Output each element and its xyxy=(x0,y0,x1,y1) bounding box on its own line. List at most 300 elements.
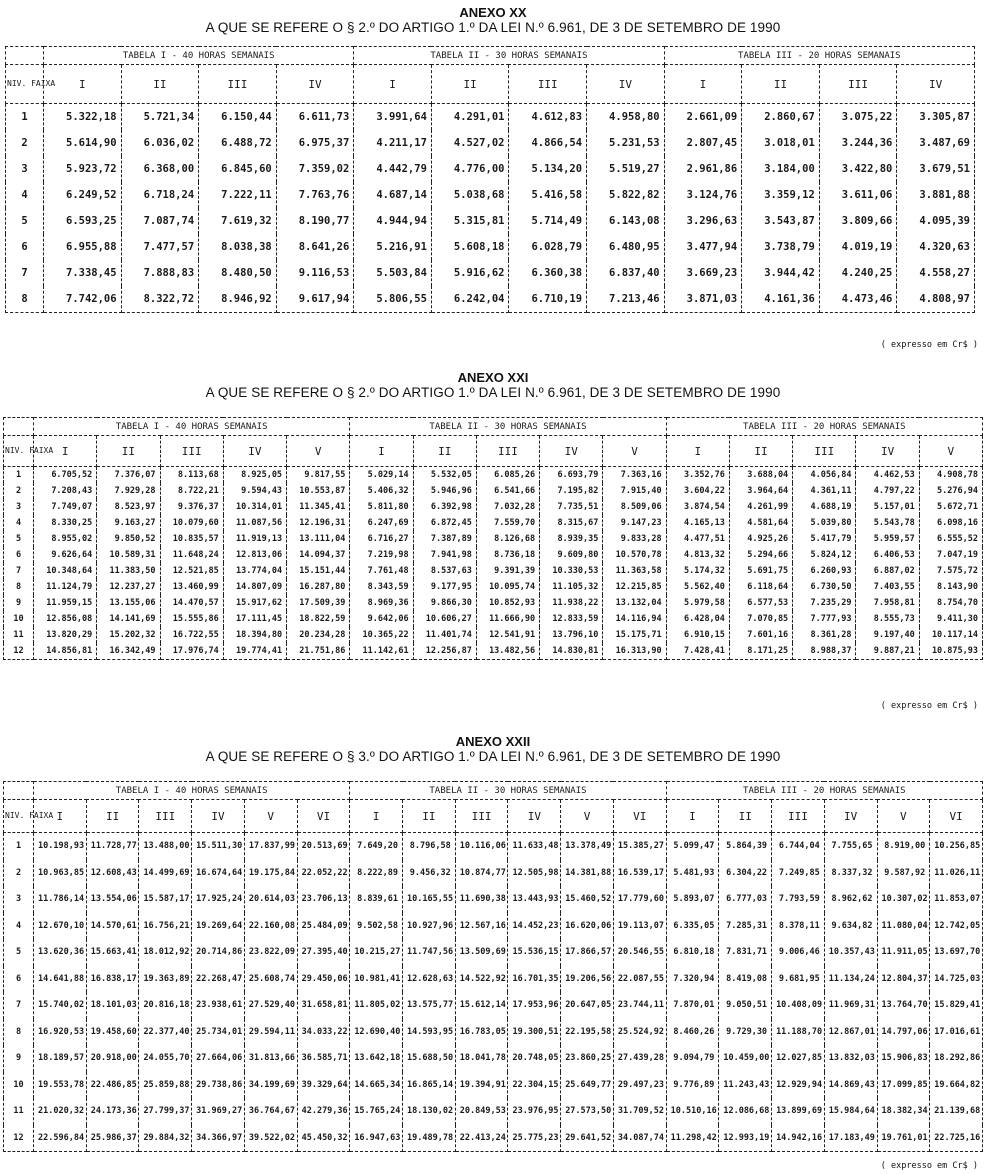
salary-value-cell: 6.744,04 xyxy=(772,833,825,860)
salary-value-cell: 12.813,06 xyxy=(223,547,286,563)
annex-subtitle: A QUE SE REFERE O § 3.º DO ARTIGO 1.º DA LEI N.º 6.961, DE 3 DE SETEMBRO DE 1990 xyxy=(205,749,781,764)
salary-value-cell: 14.830,81 xyxy=(540,643,603,660)
salary-value-cell: 8.330,25 xyxy=(34,515,97,531)
faixa-cell: 12 xyxy=(4,643,34,660)
salary-value-cell: 13.554,06 xyxy=(86,886,139,913)
salary-value-cell: 5.543,78 xyxy=(856,515,919,531)
salary-value-cell: 5.923,72 xyxy=(44,156,122,182)
salary-value-cell: 19.363,89 xyxy=(139,966,192,993)
table-row xyxy=(4,966,983,993)
salary-value-cell: 15.740,02 xyxy=(34,992,87,1019)
salary-value-cell: 9.609,80 xyxy=(540,547,603,563)
salary-value-cell: 7.070,85 xyxy=(729,611,792,627)
salary-value-cell: 6.428,04 xyxy=(666,611,729,627)
salary-value-cell: 22.195,58 xyxy=(561,1019,614,1046)
level-column-header: III xyxy=(455,800,508,833)
salary-value-cell: 6.910,15 xyxy=(666,627,729,643)
salary-value-cell: 8.460,26 xyxy=(666,1019,719,1046)
annex-xxii xyxy=(0,734,986,765)
salary-value-cell: 7.793,59 xyxy=(772,886,825,913)
table-row xyxy=(4,1045,983,1072)
faixa-cell: 4 xyxy=(4,515,34,531)
salary-value-cell: 9.833,28 xyxy=(603,531,666,547)
table-group-label: TABELA I - 40 HORAS SEMANAIS xyxy=(34,418,350,436)
salary-value-cell: 11.786,14 xyxy=(34,886,87,913)
level-column-header: V xyxy=(603,436,666,467)
salary-value-cell: 3.244,36 xyxy=(819,130,897,156)
salary-value-cell: 11.124,79 xyxy=(34,579,97,595)
faixa-cell: 4 xyxy=(4,913,34,940)
salary-value-cell: 18.382,34 xyxy=(877,1098,930,1125)
salary-value-cell: 10.079,60 xyxy=(160,515,223,531)
salary-value-cell: 6.872,45 xyxy=(413,515,476,531)
salary-value-cell: 15.765,24 xyxy=(350,1098,403,1125)
salary-value-cell: 8.555,73 xyxy=(856,611,919,627)
salary-value-cell: 17.866,57 xyxy=(561,939,614,966)
salary-value-cell: 7.403,55 xyxy=(856,579,919,595)
salary-value-cell: 14.665,34 xyxy=(350,1072,403,1099)
salary-value-cell: 10.365,22 xyxy=(350,627,413,643)
salary-value-cell: 4.558,27 xyxy=(897,260,975,286)
faixa-cell: 5 xyxy=(6,208,44,234)
salary-value-cell: 13.132,04 xyxy=(603,595,666,611)
level-column-header: IV xyxy=(223,436,286,467)
level-column-header: VI xyxy=(297,800,350,833)
faixa-cell: 3 xyxy=(6,156,44,182)
salary-value-cell: 4.477,51 xyxy=(666,531,729,547)
salary-value-cell: 13.443,93 xyxy=(508,886,561,913)
salary-value-cell: 7.777,93 xyxy=(793,611,856,627)
salary-value-cell: 5.134,20 xyxy=(509,156,587,182)
salary-value-cell: 11.087,56 xyxy=(223,515,286,531)
salary-value-cell: 11.728,77 xyxy=(86,833,139,860)
salary-value-cell: 5.721,34 xyxy=(121,104,199,131)
salary-value-cell: 6.360,38 xyxy=(509,260,587,286)
salary-value-cell: 10.117,14 xyxy=(919,627,982,643)
faixa-cell: 1 xyxy=(4,467,34,484)
salary-value-cell: 13.482,56 xyxy=(476,643,539,660)
salary-value-cell: 2.860,67 xyxy=(742,104,820,131)
salary-value-cell: 13.820,29 xyxy=(34,627,97,643)
table-group-label: TABELA II - 30 HORAS SEMANAIS xyxy=(354,47,664,65)
salary-value-cell: 31.658,81 xyxy=(297,992,350,1019)
level-column-header: III xyxy=(509,65,587,104)
salary-value-cell: 29.594,11 xyxy=(244,1019,297,1046)
salary-value-cell: 4.527,02 xyxy=(431,130,509,156)
level-column-header: IV xyxy=(587,65,665,104)
salary-value-cell: 16.701,35 xyxy=(508,966,561,993)
salary-value-cell: 20.918,00 xyxy=(86,1045,139,1072)
salary-value-cell: 16.722,55 xyxy=(160,627,223,643)
salary-value-cell: 12.670,10 xyxy=(34,913,87,940)
salary-value-cell: 25.608,74 xyxy=(244,966,297,993)
salary-value-cell: 6.975,37 xyxy=(276,130,354,156)
salary-value-cell: 5.481,93 xyxy=(666,860,719,887)
salary-value-cell: 12.993,19 xyxy=(719,1125,772,1152)
table-group-label: TABELA II - 30 HORAS SEMANAIS xyxy=(350,418,666,436)
annex-title: ANEXO XXI xyxy=(457,370,529,385)
salary-value-cell: 8.523,97 xyxy=(97,499,160,515)
salary-value-cell: 13.111,04 xyxy=(287,531,350,547)
salary-value-cell: 17.183,49 xyxy=(824,1125,877,1152)
salary-value-cell: 18.101,03 xyxy=(86,992,139,1019)
annex-subtitle: A QUE SE REFERE O § 2.º DO ARTIGO 1.º DA LEI N.º 6.961, DE 3 DE SETEMBRO DE 1990 xyxy=(205,20,781,35)
salary-value-cell: 10.852,93 xyxy=(476,595,539,611)
salary-value-cell: 8.537,63 xyxy=(413,563,476,579)
salary-value-cell: 8.038,38 xyxy=(199,234,277,260)
salary-value-cell: 29.641,52 xyxy=(561,1125,614,1152)
salary-value-cell: 3.604,22 xyxy=(666,483,729,499)
salary-value-cell: 20.748,05 xyxy=(508,1045,561,1072)
salary-value-cell: 8.988,37 xyxy=(793,643,856,660)
salary-value-cell: 14.570,61 xyxy=(86,913,139,940)
table-group-label: TABELA II - 30 HORAS SEMANAIS xyxy=(350,782,666,800)
salary-value-cell: 7.428,41 xyxy=(666,643,729,660)
table-row xyxy=(4,531,983,547)
level-column-header: II xyxy=(86,800,139,833)
salary-value-cell: 14.869,43 xyxy=(824,1072,877,1099)
salary-value-cell: 3.669,23 xyxy=(664,260,742,286)
level-column-header: VI xyxy=(930,800,983,833)
salary-value-cell: 6.392,98 xyxy=(413,499,476,515)
table-group-header-row xyxy=(4,782,983,800)
salary-value-cell: 6.887,02 xyxy=(856,563,919,579)
salary-value-cell: 22.725,16 xyxy=(930,1125,983,1152)
salary-value-cell: 9.729,30 xyxy=(719,1019,772,1046)
salary-value-cell: 14.470,57 xyxy=(160,595,223,611)
salary-value-cell: 20.513,69 xyxy=(297,833,350,860)
salary-value-cell: 4.019,19 xyxy=(819,234,897,260)
salary-value-cell: 6.247,69 xyxy=(350,515,413,531)
salary-value-cell: 4.813,32 xyxy=(666,547,729,563)
salary-value-cell: 13.796,10 xyxy=(540,627,603,643)
salary-value-cell: 6.541,66 xyxy=(476,483,539,499)
salary-value-cell: 7.755,65 xyxy=(824,833,877,860)
table-row xyxy=(4,833,983,860)
faixa-cell: 7 xyxy=(4,563,34,579)
salary-value-cell: 5.946,96 xyxy=(413,483,476,499)
salary-value-cell: 10.314,01 xyxy=(223,499,286,515)
level-column-header: V xyxy=(877,800,930,833)
salary-value-cell: 19.175,84 xyxy=(244,860,297,887)
salary-value-cell: 5.099,47 xyxy=(666,833,719,860)
salary-value-cell: 23.860,25 xyxy=(561,1045,614,1072)
table-row xyxy=(4,515,983,531)
salary-value-cell: 8.222,89 xyxy=(350,860,403,887)
salary-value-cell: 15.460,52 xyxy=(561,886,614,913)
level-column-header: V xyxy=(561,800,614,833)
salary-value-cell: 3.964,64 xyxy=(729,483,792,499)
table-row xyxy=(4,579,983,595)
salary-value-cell: 27.439,28 xyxy=(613,1045,666,1072)
salary-value-cell: 22.268,47 xyxy=(192,966,245,993)
table-row xyxy=(6,260,975,286)
salary-value-cell: 7.320,94 xyxy=(666,966,719,993)
table-row xyxy=(4,595,983,611)
salary-value-cell: 4.473,46 xyxy=(819,286,897,313)
salary-value-cell: 10.570,78 xyxy=(603,547,666,563)
salary-value-cell: 27.573,50 xyxy=(561,1098,614,1125)
salary-value-cell: 11.080,04 xyxy=(877,913,930,940)
salary-value-cell: 11.690,38 xyxy=(455,886,508,913)
salary-value-cell: 11.363,58 xyxy=(603,563,666,579)
table-row xyxy=(6,208,975,234)
salary-value-cell: 16.756,21 xyxy=(139,913,192,940)
table-row xyxy=(6,104,975,131)
salary-value-cell: 17.953,96 xyxy=(508,992,561,1019)
salary-value-cell: 12.867,01 xyxy=(824,1019,877,1046)
salary-value-cell: 13.378,49 xyxy=(561,833,614,860)
level-column-header: III xyxy=(199,65,277,104)
salary-value-cell: 6.718,24 xyxy=(121,182,199,208)
salary-value-cell: 4.776,00 xyxy=(431,156,509,182)
salary-value-cell: 10.256,85 xyxy=(930,833,983,860)
salary-value-cell: 25.649,77 xyxy=(561,1072,614,1099)
salary-value-cell: 11.805,02 xyxy=(350,992,403,1019)
salary-value-cell: 4.291,01 xyxy=(431,104,509,131)
salary-value-cell: 5.562,40 xyxy=(666,579,729,595)
salary-value-cell: 22.087,55 xyxy=(613,966,666,993)
salary-value-cell: 16.920,53 xyxy=(34,1019,87,1046)
salary-value-cell: 4.687,14 xyxy=(354,182,432,208)
salary-value-cell: 11.401,74 xyxy=(413,627,476,643)
salary-value-cell: 19.553,78 xyxy=(34,1072,87,1099)
table-row xyxy=(4,547,983,563)
table-row xyxy=(6,156,975,182)
salary-value-cell: 25.986,37 xyxy=(86,1125,139,1152)
salary-value-cell: 10.927,96 xyxy=(403,913,456,940)
salary-value-cell: 10.835,57 xyxy=(160,531,223,547)
salary-value-cell: 8.171,25 xyxy=(729,643,792,660)
salary-value-cell: 16.342,49 xyxy=(97,643,160,660)
level-column-header: I xyxy=(350,800,403,833)
salary-value-cell: 7.761,48 xyxy=(350,563,413,579)
salary-value-cell: 3.477,94 xyxy=(664,234,742,260)
salary-value-cell: 6.810,18 xyxy=(666,939,719,966)
salary-value-cell: 6.036,02 xyxy=(121,130,199,156)
corner-cell xyxy=(4,418,34,436)
salary-value-cell: 14.141,69 xyxy=(97,611,160,627)
salary-value-cell: 7.575,72 xyxy=(919,563,982,579)
salary-value-cell: 7.742,06 xyxy=(44,286,122,313)
salary-value-cell: 9.376,37 xyxy=(160,499,223,515)
faixa-cell: 6 xyxy=(6,234,44,260)
salary-value-cell: 5.029,14 xyxy=(350,467,413,484)
salary-value-cell: 22.413,24 xyxy=(455,1125,508,1152)
salary-value-cell: 25.484,09 xyxy=(297,913,350,940)
salary-value-cell: 6.837,40 xyxy=(587,260,665,286)
salary-value-cell: 6.555,52 xyxy=(919,531,982,547)
salary-value-cell: 13.764,70 xyxy=(877,992,930,1019)
salary-value-cell: 11.243,43 xyxy=(719,1072,772,1099)
salary-value-cell: 13.509,69 xyxy=(455,939,508,966)
salary-value-cell: 8.322,72 xyxy=(121,286,199,313)
salary-value-cell: 5.824,12 xyxy=(793,547,856,563)
salary-value-cell: 4.688,19 xyxy=(793,499,856,515)
salary-value-cell: 29.738,86 xyxy=(192,1072,245,1099)
salary-value-cell: 3.352,76 xyxy=(666,467,729,484)
salary-value-cell: 5.322,18 xyxy=(44,104,122,131)
level-column-header: I xyxy=(666,436,729,467)
level-column-header: II xyxy=(742,65,820,104)
salary-value-cell: 3.881,88 xyxy=(897,182,975,208)
salary-value-cell: 24.173,36 xyxy=(86,1098,139,1125)
salary-value-cell: 9.817,55 xyxy=(287,467,350,484)
salary-value-cell: 18.292,86 xyxy=(930,1045,983,1072)
salary-value-cell: 9.050,51 xyxy=(719,992,772,1019)
salary-value-cell: 4.095,39 xyxy=(897,208,975,234)
salary-value-cell: 22.160,08 xyxy=(244,913,297,940)
salary-value-cell: 2.807,45 xyxy=(664,130,742,156)
level-column-header: III xyxy=(793,436,856,467)
salary-value-cell: 8.337,32 xyxy=(824,860,877,887)
annex-title: ANEXO XXII xyxy=(455,734,531,749)
salary-value-cell: 12.237,27 xyxy=(97,579,160,595)
salary-value-cell: 4.808,97 xyxy=(897,286,975,313)
salary-value-cell: 15.688,50 xyxy=(403,1045,456,1072)
salary-value-cell: 29.884,32 xyxy=(139,1125,192,1152)
salary-value-cell: 16.674,64 xyxy=(192,860,245,887)
salary-value-cell: 5.417,79 xyxy=(793,531,856,547)
salary-value-cell: 8.962,62 xyxy=(824,886,877,913)
salary-value-cell: 9.006,46 xyxy=(772,939,825,966)
salary-value-cell: 10.606,27 xyxy=(413,611,476,627)
table-row xyxy=(4,860,983,887)
salary-value-cell: 10.116,06 xyxy=(455,833,508,860)
salary-value-cell: 42.279,36 xyxy=(297,1098,350,1125)
salary-value-cell: 5.315,81 xyxy=(431,208,509,234)
salary-value-cell: 4.240,25 xyxy=(819,260,897,286)
salary-value-cell: 5.039,80 xyxy=(793,515,856,531)
salary-value-cell: 8.361,28 xyxy=(793,627,856,643)
salary-value-cell: 16.865,14 xyxy=(403,1072,456,1099)
salary-value-cell: 12.929,94 xyxy=(772,1072,825,1099)
salary-value-cell: 4.866,54 xyxy=(509,130,587,156)
salary-value-cell: 13.832,03 xyxy=(824,1045,877,1072)
salary-value-cell: 12.742,05 xyxy=(930,913,983,940)
salary-value-cell: 6.368,00 xyxy=(121,156,199,182)
table-row xyxy=(4,643,983,660)
salary-value-cell: 39.522,02 xyxy=(244,1125,297,1152)
salary-value-cell: 19.206,56 xyxy=(561,966,614,993)
salary-value-cell: 3.359,12 xyxy=(742,182,820,208)
salary-value-cell: 5.614,90 xyxy=(44,130,122,156)
salary-value-cell: 6.716,27 xyxy=(350,531,413,547)
salary-value-cell: 11.911,05 xyxy=(877,939,930,966)
salary-value-cell: 14.116,94 xyxy=(603,611,666,627)
level-column-header: I xyxy=(44,65,122,104)
salary-value-cell: 4.944,94 xyxy=(354,208,432,234)
salary-value-cell: 9.634,82 xyxy=(824,913,877,940)
salary-value-cell: 14.593,95 xyxy=(403,1019,456,1046)
level-column-header: I xyxy=(350,436,413,467)
salary-value-cell: 5.714,49 xyxy=(509,208,587,234)
salary-value-cell: 8.754,70 xyxy=(919,595,982,611)
salary-value-cell: 9.456,32 xyxy=(403,860,456,887)
salary-value-cell: 12.027,85 xyxy=(772,1045,825,1072)
salary-value-cell: 3.611,06 xyxy=(819,182,897,208)
salary-value-cell: 8.946,92 xyxy=(199,286,277,313)
salary-value-cell: 6.577,53 xyxy=(729,595,792,611)
salary-value-cell: 34.033,22 xyxy=(297,1019,350,1046)
faixa-cell: 8 xyxy=(6,286,44,313)
salary-value-cell: 3.543,87 xyxy=(742,208,820,234)
salary-value-cell: 3.184,00 xyxy=(742,156,820,182)
annex-title: ANEXO XX xyxy=(459,5,527,20)
salary-value-cell: 9.391,39 xyxy=(476,563,539,579)
level-column-header: III xyxy=(772,800,825,833)
salary-value-cell: 8.126,68 xyxy=(476,531,539,547)
table-row xyxy=(4,1125,983,1152)
salary-value-cell: 14.499,69 xyxy=(139,860,192,887)
salary-value-cell: 5.893,07 xyxy=(666,886,719,913)
salary-value-cell: 10.330,53 xyxy=(540,563,603,579)
level-column-header: II xyxy=(729,436,792,467)
salary-value-cell: 9.094,79 xyxy=(666,1045,719,1072)
salary-value-cell: 14.942,16 xyxy=(772,1125,825,1152)
salary-value-cell: 8.509,06 xyxy=(603,499,666,515)
table-row xyxy=(4,563,983,579)
currency-note: ( expresso em Cr$ ) xyxy=(880,1161,978,1171)
salary-value-cell: 19.458,60 xyxy=(86,1019,139,1046)
table-row xyxy=(4,499,983,515)
salary-value-cell: 6.143,08 xyxy=(587,208,665,234)
salary-value-cell: 3.738,79 xyxy=(742,234,820,260)
salary-value-cell: 8.919,00 xyxy=(877,833,930,860)
salary-value-cell: 16.783,05 xyxy=(455,1019,508,1046)
salary-value-cell: 13.899,69 xyxy=(772,1098,825,1125)
salary-value-cell: 16.313,90 xyxy=(603,643,666,660)
level-column-header: VI xyxy=(613,800,666,833)
annex-subtitle: A QUE SE REFERE O § 2.º DO ARTIGO 1.º DA LEI N.º 6.961, DE 3 DE SETEMBRO DE 1990 xyxy=(205,385,781,400)
salary-value-cell: 4.612,83 xyxy=(509,104,587,131)
salary-value-cell: 19.113,07 xyxy=(613,913,666,940)
salary-value-cell: 6.845,60 xyxy=(199,156,277,182)
salary-value-cell: 27.664,06 xyxy=(192,1045,245,1072)
level-column-header: IV xyxy=(276,65,354,104)
salary-value-cell: 5.231,53 xyxy=(587,130,665,156)
salary-value-cell: 7.208,43 xyxy=(34,483,97,499)
salary-value-cell: 5.916,62 xyxy=(431,260,509,286)
salary-value-cell: 8.736,18 xyxy=(476,547,539,563)
salary-value-cell: 14.807,09 xyxy=(223,579,286,595)
salary-value-cell: 5.811,80 xyxy=(350,499,413,515)
salary-value-cell: 9.850,52 xyxy=(97,531,160,547)
salary-value-cell: 8.839,61 xyxy=(350,886,403,913)
salary-value-cell: 8.955,02 xyxy=(34,531,97,547)
salary-value-cell: 6.150,44 xyxy=(199,104,277,131)
column-header-row xyxy=(4,800,983,833)
level-column-header: IV xyxy=(508,800,561,833)
salary-value-cell: 7.749,07 xyxy=(34,499,97,515)
salary-value-cell: 12.215,85 xyxy=(603,579,666,595)
table-group-header-row xyxy=(4,418,983,436)
level-column-header: I xyxy=(34,436,97,467)
salary-value-cell: 12.833,59 xyxy=(540,611,603,627)
salary-value-cell: 11.919,13 xyxy=(223,531,286,547)
salary-value-cell: 5.519,27 xyxy=(587,156,665,182)
salary-value-cell: 5.294,66 xyxy=(729,547,792,563)
salary-value-cell: 12.086,68 xyxy=(719,1098,772,1125)
salary-value-cell: 3.809,66 xyxy=(819,208,897,234)
salary-value-cell: 11.105,32 xyxy=(540,579,603,595)
table-row xyxy=(4,913,983,940)
salary-value-cell: 9.177,95 xyxy=(413,579,476,595)
salary-value-cell: 7.376,07 xyxy=(97,467,160,484)
salary-value-cell: 4.320,63 xyxy=(897,234,975,260)
faixa-cell: 5 xyxy=(4,939,34,966)
salary-value-cell: 6.028,79 xyxy=(509,234,587,260)
